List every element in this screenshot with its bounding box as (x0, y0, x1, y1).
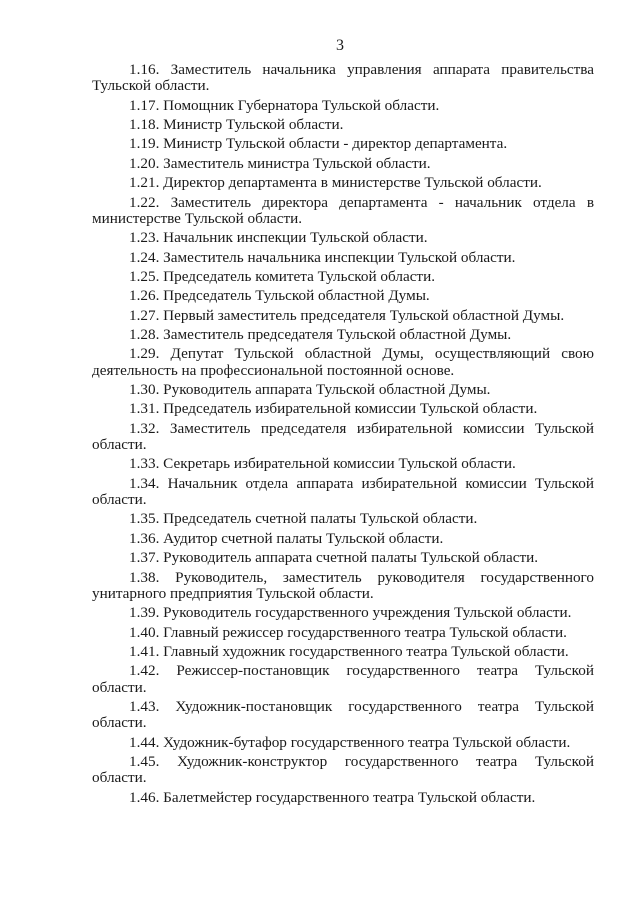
list-item: 1.26. Председатель Тульской областной Думы. (129, 287, 430, 305)
list-item: 1.16. Заместитель начальника управления аппарата правительства Тульской области. (92, 61, 594, 95)
list-item: 1.28. Заместитель председателя Тульской областной Думы. (129, 326, 512, 344)
list-item: 1.38. Руководитель, заместитель руководителя государственного унитарного предприятия Тульской области. (92, 568, 594, 602)
list-item: 1.36. Аудитор счетной палаты Тульской области. (129, 529, 444, 547)
list-item: 1.35. Председатель счетной палаты Тульской области. (129, 510, 478, 528)
list-item: 1.42. Режиссер-постановщик государственного театра Тульской области. (92, 662, 594, 696)
list-item: 1.37. Руководитель аппарата счетной палаты Тульской области. (129, 549, 539, 567)
list-item: 1.20. Заместитель министра Тульской области. (129, 154, 431, 172)
list-item: 1.39. Руководитель государственного учреждения Тульской области. (129, 604, 572, 622)
list-item: 1.34. Начальник отдела аппарата избирательной комиссии Тульской области. (92, 474, 594, 509)
list-item: 1.44. Художник-бутафор государственного театра Тульской области. (129, 733, 571, 751)
list-item: 1.18. Министр Тульской области. (129, 115, 344, 133)
list-item: 1.40. Главный режиссер государственного театра Тульской области. (129, 623, 567, 641)
list-item: 1.30. Руководитель аппарата Тульской областной Думы. (129, 381, 491, 399)
list-item: 1.32. Заместитель председателя избирательной комиссии Тульской области. (92, 419, 594, 454)
list-item: 1.19. Министр Тульской области - директор департамента. (129, 135, 508, 153)
list-item: 1.17. Помощник Губернатора Тульской области. (129, 96, 440, 114)
page-number: 3 (336, 37, 344, 54)
list-item: 1.41. Главный художник государственного театра Тульской области. (129, 642, 569, 660)
list-item: 1.31. Председатель избирательной комиссии Тульской области. (129, 400, 538, 418)
list-item: 1.22. Заместитель директора департамента - начальник отдела в министерстве Тульской области. (92, 193, 594, 227)
list-item: 1.43. Художник-постановщик государственного театра Тульской области. (92, 697, 594, 732)
list-item: 1.25. Председатель комитета Тульской области. (129, 267, 435, 285)
document-body (92, 62, 594, 809)
list-item: 1.46. Балетмейстер государственного театра Тульской области. (129, 788, 536, 806)
list-item: 1.23. Начальник инспекции Тульской области. (129, 229, 428, 247)
list-item: 1.29. Депутат Тульской областной Думы, осуществляющий свою деятельность на профессиональной постоянной основе. (92, 345, 594, 379)
list-item: 1.24. Заместитель начальника инспекции Тульской области. (129, 248, 516, 266)
list-item: 1.27. Первый заместитель председателя Тульской областной Думы. (129, 306, 565, 324)
list-item: 1.45. Художник-конструктор государственного театра Тульской области. (92, 752, 594, 787)
list-item: 1.33. Секретарь избирательной комиссии Тульской области. (129, 455, 516, 473)
list-item: 1.21. Директор департамента в министерстве Тульской области. (129, 174, 542, 192)
